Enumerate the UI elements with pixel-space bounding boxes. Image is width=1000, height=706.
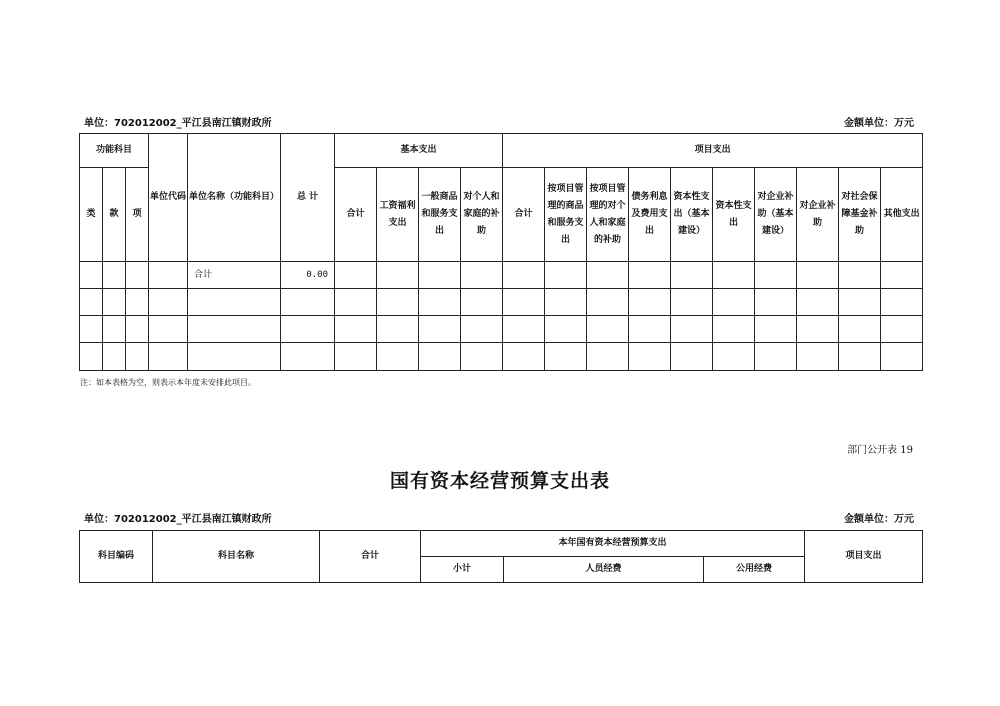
amount-unit-top: 金额单位：万元 [844, 118, 914, 129]
header-jb-geren: 对个人和家庭的补助 [461, 168, 503, 262]
total-row-name: 合计 [188, 262, 281, 289]
header-xm-geren: 按项目管理的对个人和家庭的补助 [587, 168, 629, 262]
header-jiben: 基本支出 [335, 134, 503, 168]
header-xiaoji: 小计 [421, 557, 504, 583]
table-row [80, 289, 923, 316]
table-row [80, 343, 923, 371]
header-xiangmu-zhichu: 项目支出 [805, 531, 923, 583]
header-zongji: 总 计 [281, 134, 335, 262]
state-capital-table [79, 530, 923, 583]
header-danwei-daima: 单位代码 [149, 134, 188, 262]
basic-expenditure-table [79, 133, 923, 371]
header-xm-ziben-jj: 资本性支出（基本建设） [671, 168, 713, 262]
header-xiangmu: 项目支出 [503, 134, 923, 168]
header-jb-yiban: 一般商品和服务支出 [419, 168, 461, 262]
header-danwei-mingcheng: 单位名称（功能科目） [188, 134, 281, 262]
header-kuan: 款 [103, 168, 126, 262]
header-jb-heji: 合计 [335, 168, 377, 262]
header-xm-zhaiwu: 债务利息及费用支出 [629, 168, 671, 262]
header-lei: 类 [80, 168, 103, 262]
header-gongyong: 公用经费 [704, 557, 805, 583]
table-row [80, 316, 923, 343]
header-xm-shangpin: 按项目管理的商品和服务支出 [545, 168, 587, 262]
form-number: 部门公开表 19 [847, 445, 913, 456]
header-xiang: 项 [126, 168, 149, 262]
header-jb-gongzi: 工资福利支出 [377, 168, 419, 262]
amount-unit-bottom: 金额单位：万元 [844, 514, 914, 525]
header-kemu-mingcheng: 科目名称 [153, 531, 320, 583]
header-xm-qita: 其他支出 [881, 168, 923, 262]
table-note: 注：如本表格为空，则表示本年度未安排此项目。 [80, 378, 256, 387]
unit-label-top: 单位：702012002_平江县南江镇财政所 [84, 118, 272, 129]
header-xm-heji: 合计 [503, 168, 545, 262]
unit-label-bottom: 单位：702012002_平江县南江镇财政所 [84, 514, 272, 525]
header-gongneng: 功能科目 [80, 134, 149, 168]
header-renyuan: 人员经费 [504, 557, 704, 583]
header-xm-qiye-jj: 对企业补助（基本建设） [755, 168, 797, 262]
page-title: 国有资本经营预算支出表 [389, 470, 610, 492]
header-heji: 合计 [320, 531, 421, 583]
total-row-value: 0.00 [281, 262, 335, 289]
header-xm-qiye: 对企业补助 [797, 168, 839, 262]
header-bennian: 本年国有资本经营预算支出 [421, 531, 805, 557]
header-xm-ziben: 资本性支出 [713, 168, 755, 262]
header-kemu-bianma: 科目编码 [80, 531, 153, 583]
table-row-total [80, 262, 923, 289]
header-xm-shehui: 对社会保障基金补助 [839, 168, 881, 262]
